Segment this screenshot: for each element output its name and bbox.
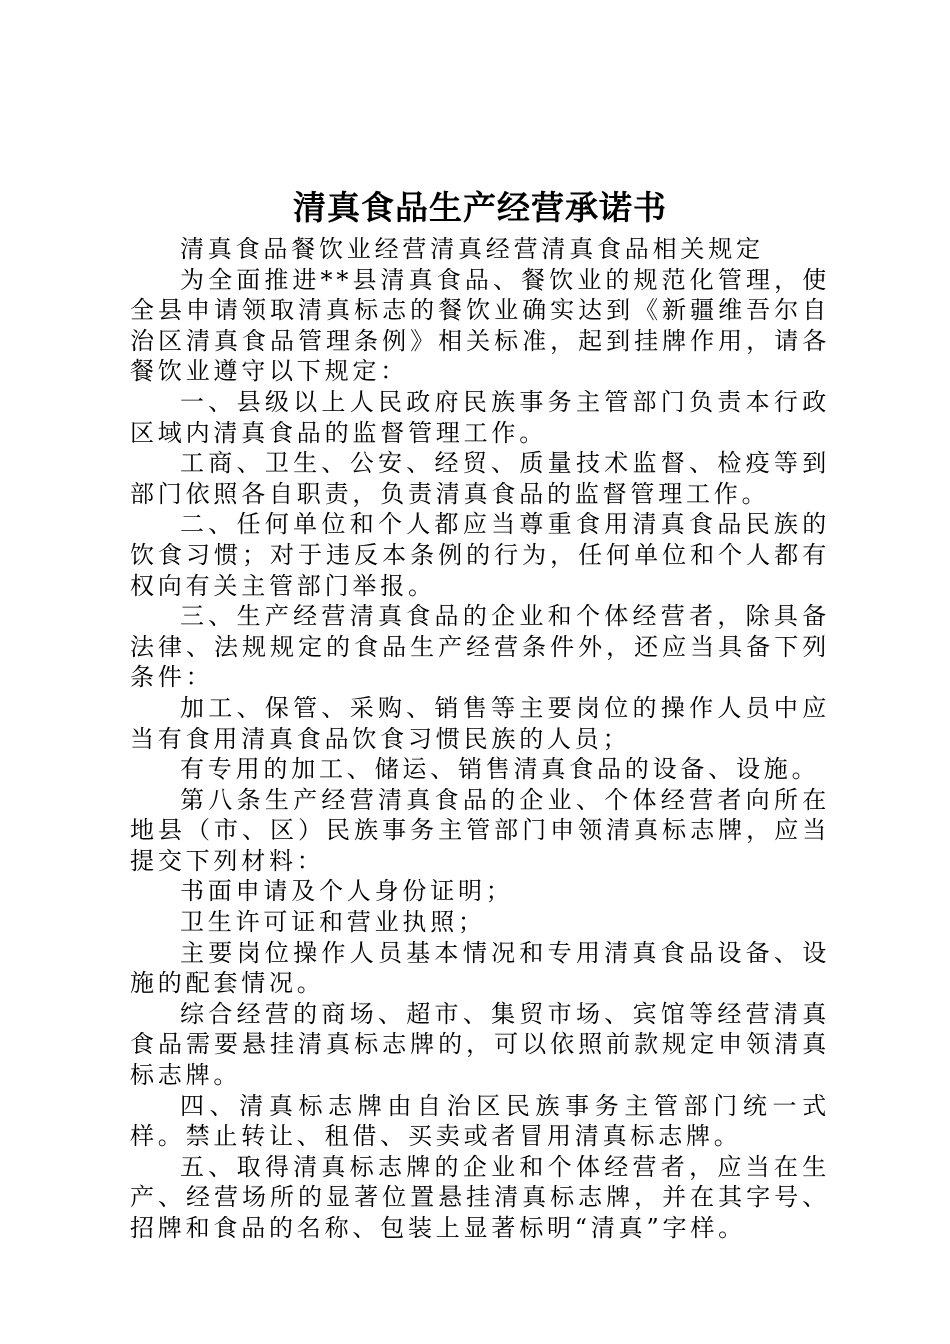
paragraph-item-3: 三、生产经营清真食品的企业和个体经营者，除具备法律、法规规定的食品生产经营条件外，还应当具备下列条件： (130, 602, 830, 692)
paragraph-intro: 为全面推进**县清真食品、餐饮业的规范化管理，使全县申请领取清真标志的餐饮业确实达到《新疆维吾尔自治区清真食品管理条例》相关标准，起到挂牌作用，请各餐饮业遵守以下规定： (130, 265, 830, 386)
document-page (130, 186, 830, 1244)
paragraph-item-1: 一、县级以上人民政府民族事务主管部门负责本行政区域内清真食品的监督管理工作。 (130, 387, 830, 447)
paragraph-item-1-detail: 工商、卫生、公安、经贸、质量技术监督、检疫等到部门依照各自职责，负责清真食品的监督管理工作。 (130, 449, 830, 508)
paragraph-item-4: 四、清真标志牌由自治区民族事务主管部门统一式样。禁止转让、租借、买卖或者冒用清真标志牌。 (130, 1091, 830, 1151)
document-body (130, 234, 830, 1244)
paragraph-item-5: 五、取得清真标志牌的企业和个体经营者，应当在生产、经营场所的显著位置悬挂清真标志牌，并在其字号、招牌和食品的名称、包装上显著标明“清真”字样。 (130, 1152, 830, 1242)
paragraph-article-8: 第八条生产经营清真食品的企业、个体经营者向所在地县（市、区）民族事务主管部门申领清真标志牌，应当提交下列材料： (130, 785, 830, 875)
document-title: 清真食品生产经营承诺书 (293, 188, 667, 227)
paragraph-material-1: 书面申请及个人身份证明； (180, 877, 514, 906)
paragraph-item-3-condition-1: 加工、保管、采购、销售等主要岗位的操作人员中应当有食用清真食品饮食习惯民族的人员； (130, 693, 830, 753)
paragraph-material-3: 主要岗位操作人员基本情况和专用清真食品设备、设施的配套情况。 (130, 938, 830, 998)
paragraph-item-3-condition-2: 有专用的加工、储运、销售清真食品的设备、设施。 (180, 755, 820, 784)
paragraph-item-2: 二、任何单位和个人都应当尊重食用清真食品民族的饮食习惯；对于违反本条例的行为，任何单位和个人都有权向有关主管部门举报。 (130, 510, 830, 600)
paragraph-material-2: 卫生许可证和营业执照； (180, 908, 486, 937)
paragraph-heading: 清真食品餐饮业经营清真经营清真食品相关规定 (180, 235, 764, 263)
paragraph-comprehensive-business: 综合经营的商场、超市、集贸市场、宾馆等经营清真食品需要悬挂清真标志牌的，可以依照前款规定申领清真标志牌。 (130, 999, 830, 1090)
